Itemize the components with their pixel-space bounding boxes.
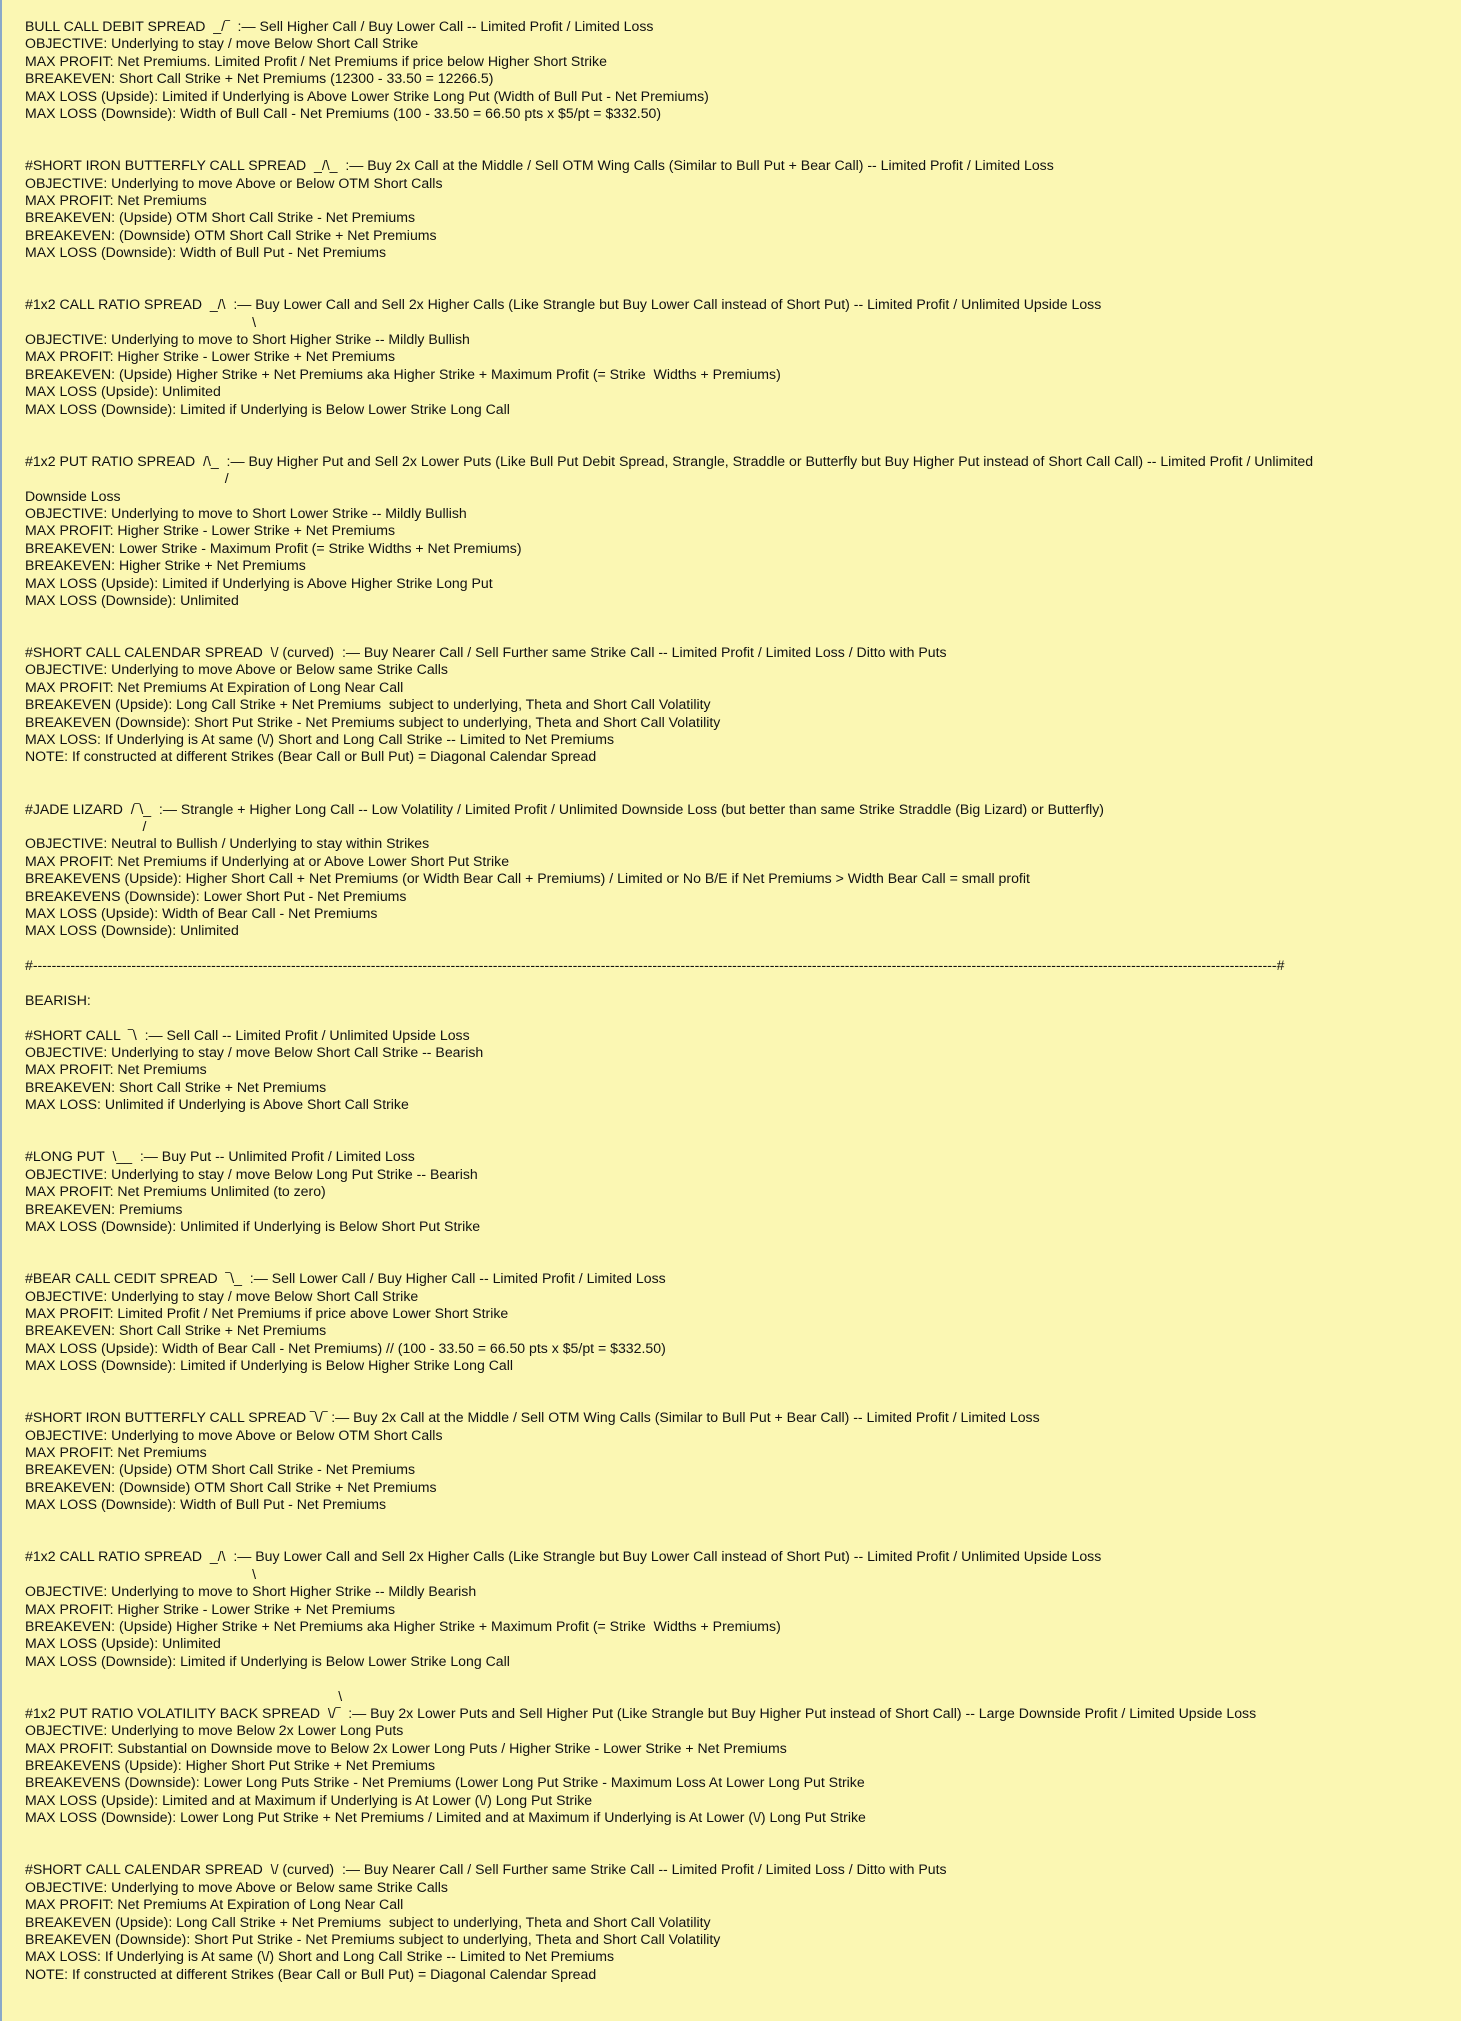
text-line: BREAKEVEN: Premiums <box>25 1200 183 1217</box>
text-line: OBJECTIVE: Underlying to stay / move Below Long Put Strike -- Bearish <box>25 1165 478 1182</box>
text-line: BREAKEVEN: Short Call Strike + Net Premiums <box>25 1078 327 1095</box>
text-line: #SHORT CALL CALENDAR SPREAD \/ (curved) :— Buy Nearer Call / Sell Further same Strike Call -- Limited Profit / Limited Loss / Ditto with Puts <box>25 644 947 661</box>
blank-line <box>25 783 1461 800</box>
text-line: BREAKEVEN: Short Call Strike + Net Premiums (12300 - 33.50 = 12266.5) <box>25 70 494 87</box>
text-line: OBJECTIVE: Underlying to move Above or Below same Strike Calls <box>25 1878 448 1895</box>
text-line: BREAKEVEN: (Upside) OTM Short Call Strike - Net Premiums <box>25 209 416 226</box>
text-line: #BEAR CALL CEDIT SPREAD ‾\_ :— Sell Lower Call / Buy Higher Call -- Limited Profit / Limited Loss <box>25 1270 666 1287</box>
blank-line <box>25 279 1461 296</box>
text-line: MAX PROFIT: Limited Profit / Net Premiums if price above Lower Short Strike <box>25 1304 509 1321</box>
text-line: MAX LOSS (Downside): Width of Bull Put - Net Premiums <box>25 1496 387 1513</box>
text-line: MAX PROFIT: Net Premiums <box>25 1444 207 1461</box>
text-line: \ <box>25 1565 257 1582</box>
text-line: BREAKEVEN (Downside): Short Put Strike - Net Premiums subject to underlying, Theta and Short Call Volatility <box>25 713 721 730</box>
text-line: MAX PROFIT: Higher Strike - Lower Strike + Net Premiums <box>25 1600 396 1617</box>
text-line: BREAKEVENS (Downside): Lower Short Put - Net Premiums <box>25 887 407 904</box>
blank-line <box>25 940 1461 957</box>
text-line: BREAKEVEN: (Downside) OTM Short Call Strike + Net Premiums <box>25 1478 437 1495</box>
text-line: \ <box>25 1687 343 1704</box>
blank-line <box>25 1235 1461 1252</box>
blank-line <box>25 435 1461 452</box>
text-line: MAX LOSS (Upside): Limited if Underlying is Above Lower Strike Long Put (Width of Bull Put - Net Premiums) <box>25 87 709 104</box>
text-line: MAX PROFIT: Net Premiums. Limited Profit / Net Premiums if price below Higher Short Strike <box>25 52 607 69</box>
text-line: #SHORT CALL ‾\ :— Sell Call -- Limited Profit / Unlimited Upside Loss <box>25 1026 470 1043</box>
text-line: BREAKEVENS (Upside): Higher Short Put Strike + Net Premiums <box>25 1757 436 1774</box>
text-line: MAX LOSS (Downside): Unlimited if Underlying is Below Short Put Strike <box>25 1217 481 1234</box>
text-line: BULL CALL DEBIT SPREAD _/‾ :— Sell Higher Call / Buy Lower Call -- Limited Profit / Limited Loss <box>25 18 654 34</box>
text-line: BREAKEVEN: (Upside) OTM Short Call Strike - Net Premiums <box>25 1461 416 1478</box>
blank-line <box>25 261 1461 278</box>
text-line: Downside Loss <box>25 487 121 504</box>
text-line: NOTE: If constructed at different Strikes (Bear Call or Bull Put) = Diagonal Calendar Spread <box>25 1965 597 1982</box>
text-line: BREAKEVEN (Upside): Long Call Strike + Net Premiums subject to underlying, Theta and Short Call Volatility <box>25 696 711 713</box>
text-line: OBJECTIVE: Underlying to move Above or Below same Strike Calls <box>25 661 448 678</box>
text-line: OBJECTIVE: Underlying to stay / move Below Short Call Strike <box>25 1287 419 1304</box>
text-line: BREAKEVENS (Upside): Higher Short Call + Net Premiums (or Width Bear Call + Premiums) / Limited or No B/E if Net Premiums > Width Bear Call = small profit <box>25 870 1030 887</box>
text-line: MAX PROFIT: Net Premiums <box>25 191 207 208</box>
blank-line <box>25 122 1461 139</box>
text-line: OBJECTIVE: Underlying to stay / move Below Short Call Strike <box>25 35 419 52</box>
text-line: MAX LOSS (Downside): Width of Bull Call - Net Premiums (100 - 33.50 = 66.50 pts x $5/pt = $332.50) <box>25 104 662 121</box>
text-line: #LONG PUT \__ :— Buy Put -- Unlimited Profit / Limited Loss <box>25 1148 415 1165</box>
blank-line <box>25 1844 1461 1861</box>
text-line: / <box>25 817 147 834</box>
blank-line <box>25 609 1461 626</box>
text-line: OBJECTIVE: Neutral to Bullish / Underlying to stay within Strikes <box>25 835 430 852</box>
text-line: MAX LOSS (Downside): Lower Long Put Strike + Net Premiums / Limited and at Maximum if Underlying is At Lower (\/) Long Put Strike <box>25 1809 866 1826</box>
text-line: OBJECTIVE: Underlying to move to Short Lower Strike -- Mildly Bullish <box>25 504 467 521</box>
text-line: MAX LOSS (Upside): Width of Bear Call - Net Premiums <box>25 904 378 921</box>
text-line: OBJECTIVE: Underlying to move to Short Higher Strike -- Mildly Bullish <box>25 331 470 348</box>
text-line: MAX LOSS: If Underlying is At same (\/) Short and Long Call Strike -- Limited to Net Premiums <box>25 731 615 748</box>
text-line: OBJECTIVE: Underlying to move to Short Higher Strike -- Mildly Bearish <box>25 1583 477 1600</box>
text-line: MAX PROFIT: Net Premiums <box>25 1061 207 1078</box>
text-line: MAX PROFIT: Net Premiums if Underlying at or Above Lower Short Put Strike <box>25 852 510 869</box>
text-line: MAX PROFIT: Substantial on Downside move to Below 2x Lower Long Puts / Higher Strike - Lower Strike + Net Premiums <box>25 1739 787 1756</box>
text-line: MAX PROFIT: Higher Strike - Lower Strike + Net Premiums <box>25 348 396 365</box>
text-line: #1x2 PUT RATIO SPREAD /\_ :— Buy Higher Put and Sell 2x Lower Puts (Like Bull Put Debit Spread, Strangle, Straddle or Butterfly but Buy Higher Put instead of Short Call Call) -- Limited Profit / Unlimited <box>25 452 1314 469</box>
blank-line <box>25 1670 1461 1687</box>
text-line: MAX LOSS (Downside): Limited if Underlying is Below Lower Strike Long Call <box>25 1652 510 1669</box>
text-line: BREAKEVEN (Downside): Short Put Strike - Net Premiums subject to underlying, Theta and Short Call Volatility <box>25 1930 721 1947</box>
text-line: MAX LOSS (Upside): Limited if Underlying is Above Higher Strike Long Put <box>25 574 493 591</box>
text-line: BREAKEVEN: (Downside) OTM Short Call Strike + Net Premiums <box>25 226 437 243</box>
text-line: BEARISH: <box>25 991 91 1008</box>
text-line: \ <box>25 313 257 330</box>
text-line: MAX PROFIT: Higher Strike - Lower Strike + Net Premiums <box>25 522 396 539</box>
blank-line <box>25 1131 1461 1148</box>
text-line: BREAKEVEN (Upside): Long Call Strike + Net Premiums subject to underlying, Theta and Short Call Volatility <box>25 1913 711 1930</box>
text-line: OBJECTIVE: Underlying to move Above or Below OTM Short Calls <box>25 1426 443 1443</box>
blank-line <box>25 627 1461 644</box>
blank-line <box>25 1253 1461 1270</box>
text-line: #1x2 PUT RATIO VOLATILITY BACK SPREAD \/‾ :— Buy 2x Lower Puts and Sell Higher Put (Like Strangle but Buy Higher Put instead of Short Call) -- Large Downside Profit / Limited Upside Loss <box>25 1704 1257 1721</box>
blank-line <box>25 418 1461 435</box>
text-line: MAX PROFIT: Net Premiums At Expiration of Long Near Call <box>25 678 404 695</box>
blank-line <box>25 1374 1461 1391</box>
blank-line <box>25 1531 1461 1548</box>
text-line: MAX LOSS (Downside): Unlimited <box>25 922 239 939</box>
text-line: BREAKEVEN: Lower Strike - Maximum Profit (= Strike Widths + Net Premiums) <box>25 539 522 556</box>
text-line: OBJECTIVE: Underlying to move Above or Below OTM Short Calls <box>25 174 443 191</box>
text-line: #JADE LIZARD /‾\_ :— Strangle + Higher Long Call -- Low Volatility / Limited Profit / Unlimited Downside Loss (but better than same Strike Straddle (Big Lizard) or Butterfly) <box>25 800 1105 817</box>
blank-line <box>25 140 1461 157</box>
text-line: #SHORT IRON BUTTERFLY CALL SPREAD ‾\/‾ :— Buy 2x Call at the Middle / Sell OTM Wing Calls (Similar to Bull Put + Bear Call) -- Limited Profit / Limited Loss <box>25 1409 1040 1426</box>
text-line: NOTE: If constructed at different Strikes (Bear Call or Bull Put) = Diagonal Calendar Spread <box>25 748 597 765</box>
text-line: MAX LOSS (Upside): Unlimited <box>25 1635 221 1652</box>
blank-line <box>25 1114 1461 1131</box>
text-line: MAX LOSS (Downside): Limited if Underlying is Below Lower Strike Long Call <box>25 400 510 417</box>
text-line: BREAKEVEN: Short Call Strike + Net Premiums <box>25 1322 327 1339</box>
blank-line <box>25 1514 1461 1531</box>
text-line: OBJECTIVE: Underlying to move Below 2x Lower Long Puts <box>25 1722 404 1739</box>
text-line: MAX PROFIT: Net Premiums Unlimited (to zero) <box>25 1183 326 1200</box>
text-line: OBJECTIVE: Underlying to stay / move Below Short Call Strike -- Bearish <box>25 1044 484 1061</box>
text-line: #1x2 CALL RATIO SPREAD _/\ :— Buy Lower Call and Sell 2x Higher Calls (Like Strangle but Buy Lower Call instead of Short Put) -- Limited Profit / Unlimited Upside Loss <box>25 1548 1102 1565</box>
text-line: #SHORT IRON BUTTERFLY CALL SPREAD _/\_ :— Buy 2x Call at the Middle / Sell OTM Wing Calls (Similar to Bull Put + Bear Call) -- Limited Profit / Limited Loss <box>25 157 1054 174</box>
text-line: BREAKEVEN: (Upside) Higher Strike + Net Premiums aka Higher Strike + Maximum Profit (= Strike Widths + Premiums) <box>25 1617 781 1634</box>
blank-line <box>25 974 1461 991</box>
text-line: MAX LOSS (Upside): Limited and at Maximum if Underlying is At Lower (\/) Long Put Strike <box>25 1791 593 1808</box>
text-line: MAX LOSS (Upside): Width of Bear Call - Net Premiums) // (100 - 33.50 = 66.50 pts x $5/pt = $332.50) <box>25 1339 666 1356</box>
blank-line <box>25 766 1461 783</box>
strategy-notes-document <box>2 0 1461 1983</box>
text-line: MAX LOSS (Upside): Unlimited <box>25 383 221 400</box>
text-line: MAX LOSS: If Underlying is At same (\/) Short and Long Call Strike -- Limited to Net Premiums <box>25 1948 615 1965</box>
blank-line <box>25 1827 1461 1844</box>
text-line: BREAKEVEN: (Upside) Higher Strike + Net Premiums aka Higher Strike + Maximum Profit (= Strike Widths + Premiums) <box>25 365 781 382</box>
text-line: #-------------------------------------------------------------------------------------------------------------------------------------------------------------------------------------------------------------------------------------------------------------------------# <box>25 957 1285 974</box>
text-line: MAX LOSS (Downside): Limited if Underlying is Below Higher Strike Long Call <box>25 1357 513 1374</box>
text-line: MAX LOSS (Downside): Unlimited <box>25 591 239 608</box>
text-line: #1x2 CALL RATIO SPREAD _/\ :— Buy Lower Call and Sell 2x Higher Calls (Like Strangle but Buy Lower Call instead of Short Put) -- Limited Profit / Unlimited Upside Loss <box>25 296 1102 313</box>
text-line: MAX LOSS (Downside): Width of Bull Put - Net Premiums <box>25 244 387 261</box>
text-line: / <box>25 470 229 487</box>
blank-line <box>25 1009 1461 1026</box>
text-line: BREAKEVEN: Higher Strike + Net Premiums <box>25 557 306 574</box>
text-line: #SHORT CALL CALENDAR SPREAD \/ (curved) :— Buy Nearer Call / Sell Further same Strike Call -- Limited Profit / Limited Loss / Ditto with Puts <box>25 1861 947 1878</box>
blank-line <box>25 1392 1461 1409</box>
text-line: MAX LOSS: Unlimited if Underlying is Above Short Call Strike <box>25 1096 409 1113</box>
text-line: BREAKEVENS (Downside): Lower Long Puts Strike - Net Premiums (Lower Long Put Strike - Maximum Loss At Lower Long Put Strike <box>25 1774 865 1791</box>
text-line: MAX PROFIT: Net Premiums At Expiration of Long Near Call <box>25 1896 404 1913</box>
